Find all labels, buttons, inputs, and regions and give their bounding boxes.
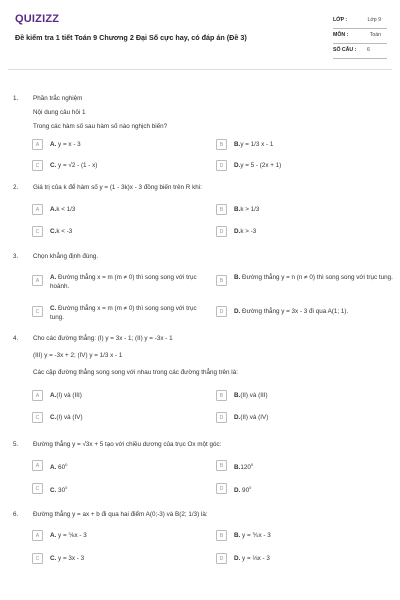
question-line: (III) y = -3x + 2; (IV) y = 1/3 x - 1: [33, 352, 123, 359]
option-letter-box: D: [216, 226, 227, 237]
question-line: Cho các đường thẳng: (I) y = 3x - 1; (II) y = -3x - 1: [33, 335, 173, 342]
option-letter-box: D: [216, 412, 227, 423]
option-letter-box: C: [32, 306, 43, 317]
option-letter-box: C: [32, 483, 43, 494]
option-letter-box: C: [32, 553, 43, 564]
question-text: Chọn khẳng định đúng.: [33, 253, 99, 260]
question-line: Nội dung câu hỏi 1: [33, 109, 86, 116]
meta-key: SỐ CÂU :: [333, 47, 357, 53]
option-letter-box: A: [32, 390, 43, 401]
meta-value: 6: [367, 47, 370, 53]
option-letter-box: A: [32, 139, 43, 150]
question-line: Phần trắc nghiệm: [33, 95, 83, 102]
option-letter-box: A: [32, 204, 43, 215]
meta-key: MÔN :: [333, 32, 349, 38]
quizizz-logo: QUIZIZZ: [15, 13, 60, 25]
meta-row-count: [333, 44, 387, 59]
question-text: Trong các hàm số sau hàm số nào nghịch biến?: [33, 123, 168, 130]
header-divider: [8, 69, 392, 70]
question-number: 1.: [13, 95, 19, 102]
question-number: 3.: [13, 253, 19, 260]
option-letter-box: B: [216, 204, 227, 215]
question-text: Đường thẳng y = ax + b đi qua hai điểm A(0;-3) và B(2; 1/3) là:: [33, 511, 208, 518]
option-letter-box: C: [32, 412, 43, 423]
option-letter-box: C: [32, 160, 43, 171]
question-number: 5.: [13, 441, 19, 448]
option-letter-box: B: [216, 390, 227, 401]
question-text: Giá trị của k để hàm số y = (1 - 3k)x - 3 đồng biến trên R khi:: [33, 184, 202, 191]
option-letter-box: B: [216, 139, 227, 150]
question-number: 4.: [13, 335, 19, 342]
header: [0, 0, 400, 64]
meta-row-class: [333, 14, 387, 29]
option-letter-box: A: [32, 530, 43, 541]
option-letter-box: D: [216, 306, 227, 317]
question-number: 2.: [13, 184, 19, 191]
option-letter-box: A: [32, 460, 43, 471]
meta-value: Lớp 9: [367, 17, 381, 23]
option-letter-box: D: [216, 483, 227, 494]
option-letter-box: B: [216, 460, 227, 471]
meta-value: Toán: [369, 32, 381, 38]
document-title: Đề kiểm tra 1 tiết Toán 9 Chương 2 Đại Số cực hay, có đáp án (Đề 3): [15, 33, 247, 42]
meta-row-subject: [333, 29, 387, 44]
meta-key: LỚP :: [333, 17, 348, 23]
question-number: 6.: [13, 511, 19, 518]
question-text: Các cặp đường thẳng song song với nhau trong các đường thẳng trên là:: [33, 369, 238, 376]
option-letter-box: D: [216, 160, 227, 171]
option-letter-box: A: [32, 275, 43, 286]
option-letter-box: C: [32, 226, 43, 237]
question-text: Đường thẳng y = √3x + 5 tạo với chiều dương của trục Ox một góc:: [33, 441, 222, 448]
option-letter-box: D: [216, 553, 227, 564]
option-letter-box: B: [216, 530, 227, 541]
option-letter-box: B: [216, 275, 227, 286]
meta-info: [333, 14, 387, 59]
